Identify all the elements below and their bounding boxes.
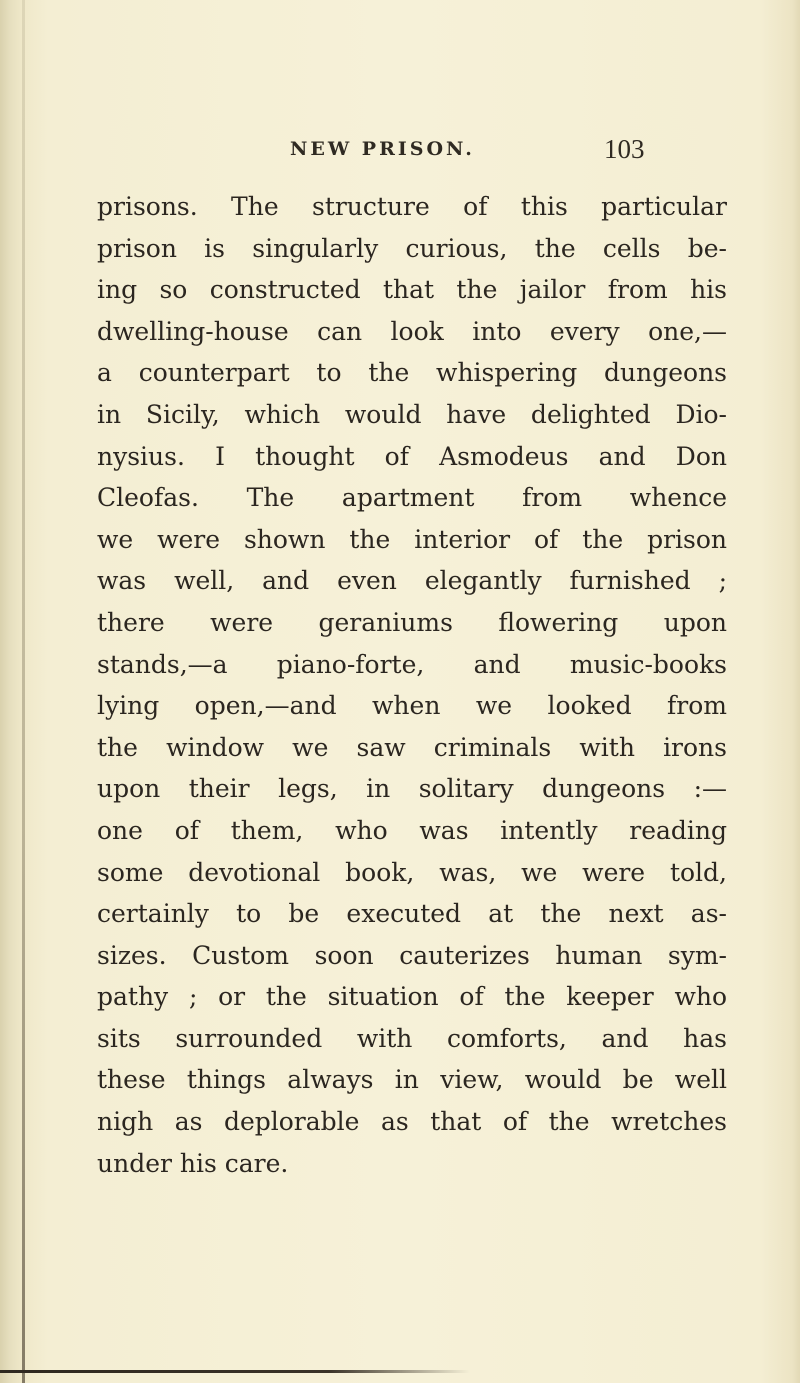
text-line: upon their legs, in solitary dungeons :— (97, 774, 727, 804)
text-line: prison is singularly curious, the cells be- (97, 233, 727, 263)
text-line: sits surrounded with comforts, and has (97, 1023, 727, 1053)
text-line: these things always in view, would be well (97, 1065, 727, 1095)
text-line: one of them, who was intently reading (97, 815, 727, 845)
text-line: the window we saw criminals with irons (97, 732, 727, 762)
page-edge-rule (0, 1370, 470, 1373)
text-line: some devotional book, was, we were told, (97, 857, 727, 887)
body-text (97, 186, 727, 1184)
text-line: dwelling-house can look into every one,— (97, 316, 727, 346)
text-line-last: under his care. (97, 1148, 289, 1178)
text-line: nysius. I thought of Asmodeus and Don (97, 441, 727, 471)
text-line: sizes. Custom soon cauterizes human sym- (97, 940, 727, 970)
text-line: we were shown the interior of the prison (97, 524, 727, 554)
text-line: prisons. The structure of this particular (97, 192, 727, 221)
text-line: a counterpart to the whispering dungeons (97, 358, 727, 388)
text-line: nigh as deplorable as that of the wretches (97, 1107, 727, 1137)
text-line: there were geraniums flowering upon (97, 607, 727, 637)
text-line: was well, and even elegantly furnished ; (97, 566, 727, 596)
text-line: lying open,—and when we looked from (97, 691, 727, 721)
text-line: stands,—a piano-forte, and music-books (97, 649, 727, 679)
page-number: 103 (604, 134, 645, 164)
binding-gutter-shadow (22, 0, 25, 1383)
text-line: in Sicily, which would have delighted Dio- (97, 399, 727, 429)
text-line: Cleofas. The apartment from whence (97, 483, 727, 513)
running-head: NEW PRISON. (290, 138, 475, 160)
text-line: pathy ; or the situation of the keeper who (97, 982, 727, 1012)
text-line: ing so constructed that the jailor from his (97, 275, 727, 305)
text-line: certainly to be executed at the next as- (97, 899, 727, 929)
page-header (0, 132, 800, 172)
